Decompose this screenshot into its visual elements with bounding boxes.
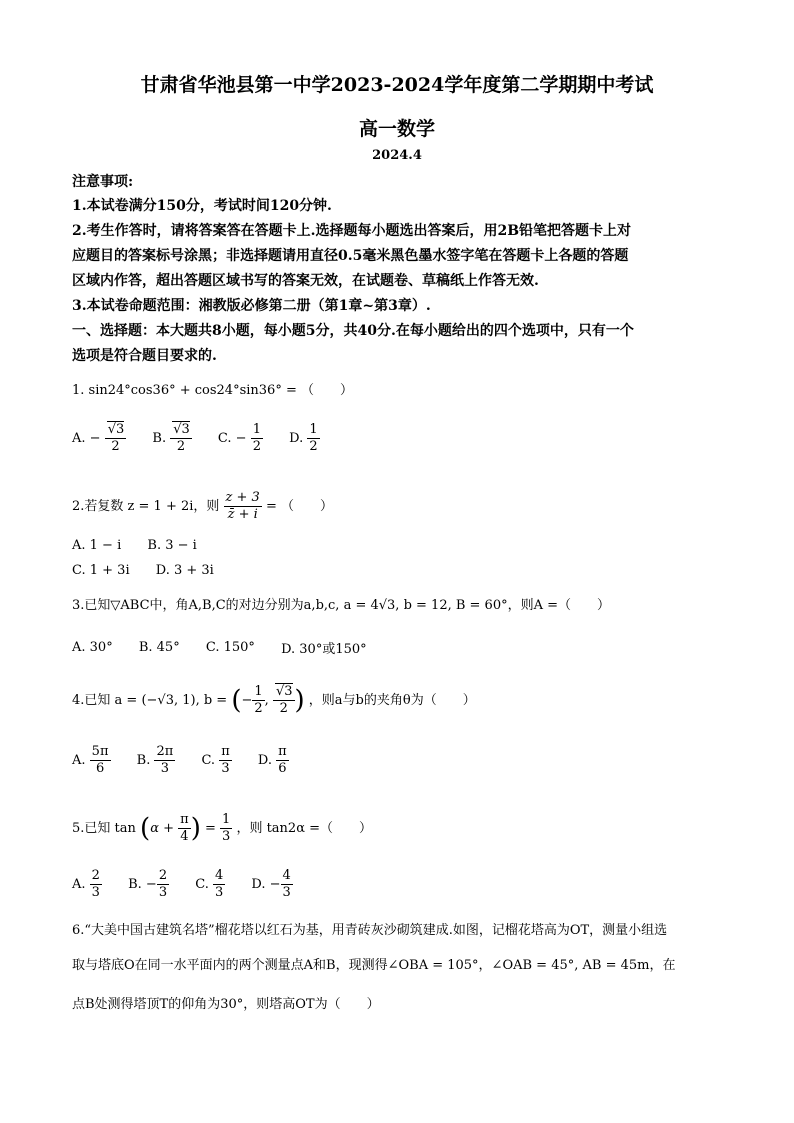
section-1-line-1: 一、选择题：本大题共8小题，每小题5分，共40分.在每小题给出的四个选项中，只有一个 <box>72 323 634 339</box>
q5-option-d[interactable]: D. − $\frac{4}{3}$ <box>251 868 291 900</box>
question-6-line-2: 取与塔底O在同一水平面内的两个测量点A和B，现测得∠OBA = 105°，∠OAB = 45°, AB = 45m，在 <box>72 958 676 973</box>
q3-option-c[interactable]: C. 150° <box>205 640 255 655</box>
question-5-options <box>72 868 315 901</box>
note-2b: 应题目的答案标号涂黑；非选择题请用直径0.5毫米黑色墨水签字笔在答题卡上各题的答题 <box>72 248 629 264</box>
question-1-options <box>72 422 342 455</box>
q3-option-d[interactable]: D. 30°或150° <box>281 642 367 657</box>
q2-option-b[interactable]: B. 3 − i <box>147 538 197 553</box>
question-2: 2.若复数 z = 1 + 2i，则 $\frac{z + 3}{z̄ + i}$ = （ ） <box>72 490 333 522</box>
q5-option-b[interactable]: B. − $\frac{2}{3}$ <box>128 868 168 900</box>
q5-option-c[interactable]: C. $\frac{4}{3}$ <box>195 868 224 900</box>
q4-option-a[interactable]: A. $\frac{5\pi}{6}$ <box>72 744 109 776</box>
q1-option-a[interactable]: A. − $\frac{√3}{2}$ <box>72 422 125 454</box>
q1-option-d[interactable]: D. $\frac{1}{2}$ <box>289 422 318 454</box>
question-4-options <box>72 744 311 777</box>
note-3: 3.本试卷命题范围：湘教版必修第二册（第1章~第3章）. <box>72 298 431 314</box>
question-2-options-row-2 <box>72 563 236 578</box>
q3-option-a[interactable]: A. 30° <box>72 640 113 655</box>
note-2c: 区域内作答，超出答题区域书写的答案无效，在试题卷、草稿纸上作答无效. <box>72 273 539 289</box>
note-2a: 2.考生作答时，请将答案答在答题卡上.选择题每小题选出答案后，用2B铅笔把答题卡上对 <box>72 223 632 239</box>
q5-option-a[interactable]: A. $\frac{2}{3}$ <box>72 868 100 900</box>
question-2-options-row-1 <box>72 538 219 553</box>
q4-option-b[interactable]: B. $\frac{2\pi}{3}$ <box>136 744 174 776</box>
q4-option-c[interactable]: C. $\frac{\pi}{3}$ <box>201 744 230 776</box>
q2-fraction: $\frac{z + 3}{z̄ + i}$ <box>225 490 260 522</box>
question-5: 5.已知 tan (α + $\frac{\pi}{4}$ ) = $\frac{1}{3}$ ，则 tan2α =（ ） <box>72 812 373 844</box>
q2-option-d[interactable]: D. 3 + 3i <box>155 563 214 578</box>
question-3-options <box>72 638 389 657</box>
question-4: 4.已知 a = (−√3, 1), b = (− $\frac{1}{2}$ , $\frac{√3}{2}$ ) ，则a与b的夹角θ为（ ） <box>72 684 476 716</box>
question-6-line-1: 6.“大美中国古建筑名塔”榴花塔以红石为基，用青砖灰沙砌筑建成.如图，记榴花塔高为OT，测量小组选 <box>72 923 668 938</box>
q1-option-c[interactable]: C. − $\frac{1}{2}$ <box>217 422 261 454</box>
q3-option-b[interactable]: B. 45° <box>138 640 180 655</box>
exam-title: 甘肃省华池县第一中学2023-2024学年度第二学期期中考试 <box>140 74 654 96</box>
exam-date: 2024.4 <box>372 148 422 163</box>
question-1: 1. sin24°cos36° + cos24°sin36° = （ ） <box>72 383 353 398</box>
question-3: 3.已知▽ABC中，角A,B,C的对边分别为a,b,c, a = 4√3, b = 12, B = 60°，则A =（ ） <box>72 598 611 613</box>
q4-option-d[interactable]: D. $\frac{\pi}{6}$ <box>257 744 287 776</box>
notes-heading: 注意事项: <box>72 174 134 190</box>
note-1: 1.本试卷满分150分，考试时间120分钟. <box>72 198 332 214</box>
q1-option-b[interactable]: B. $\frac{√3}{2}$ <box>152 422 190 454</box>
exam-subject: 高一数学 <box>358 118 435 140</box>
q2-option-c[interactable]: C. 1 + 3i <box>72 563 130 578</box>
question-6-line-3: 点B处测得塔顶T的仰角为30°，则塔高OT为（ ） <box>72 997 380 1012</box>
section-1-line-2: 选项是符合题目要求的. <box>72 348 217 364</box>
q2-option-a[interactable]: A. 1 − i <box>72 538 122 553</box>
